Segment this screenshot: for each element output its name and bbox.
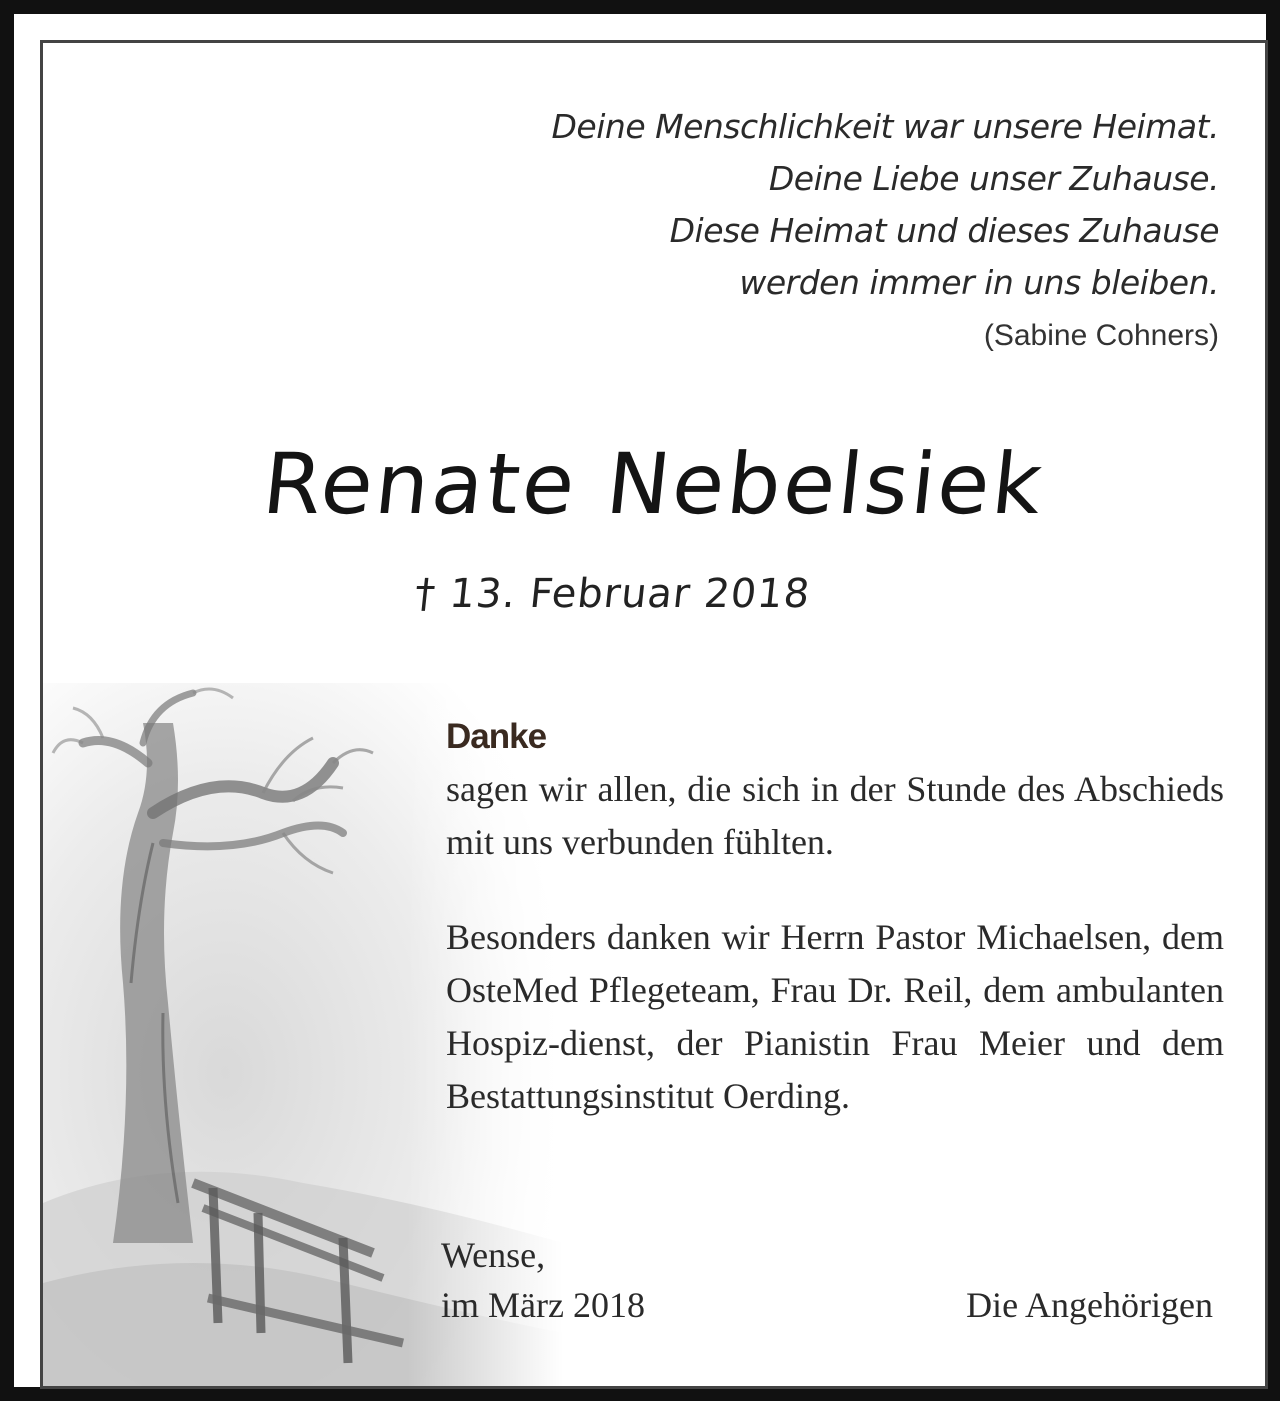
death-date: † 13. Februar 2018: [412, 571, 813, 617]
place-and-date: [441, 1230, 645, 1330]
poem-line: Diese Heimat und dieses Zuhause: [669, 211, 1219, 250]
thanks-paragraph-1: sagen wir allen, die sich in der Stunde des Abschieds mit uns verbunden fühlten.: [446, 769, 1224, 862]
thanks-message: [446, 715, 1224, 1123]
poem-line: Deine Menschlichkeit war unsere Heimat.: [551, 107, 1219, 146]
notice-date: im März 2018: [441, 1285, 645, 1325]
thanks-paragraph-2: Besonders danken wir Herrn Pastor Michaelsen, dem OsteMed Pflegeteam, Frau Dr. Reil, dem ambulanten Hospiz-dienst, der Pianistin Frau Meier und dem Bestattungsinstitut Oerding.: [446, 917, 1224, 1116]
poem-author: (Sabine Cohners): [983, 319, 1219, 352]
signature: Die Angehörigen: [966, 1285, 1213, 1325]
notice-panel: [40, 40, 1268, 1389]
place: Wense,: [441, 1235, 546, 1275]
deceased-name: Renate Nebelsiek: [258, 435, 1050, 533]
thanks-heading: Danke: [446, 717, 547, 756]
poem-line: werden immer in uns bleiben.: [739, 263, 1219, 302]
poem-line: Deine Liebe unser Zuhause.: [768, 159, 1219, 198]
poem-verse: [552, 101, 1219, 309]
